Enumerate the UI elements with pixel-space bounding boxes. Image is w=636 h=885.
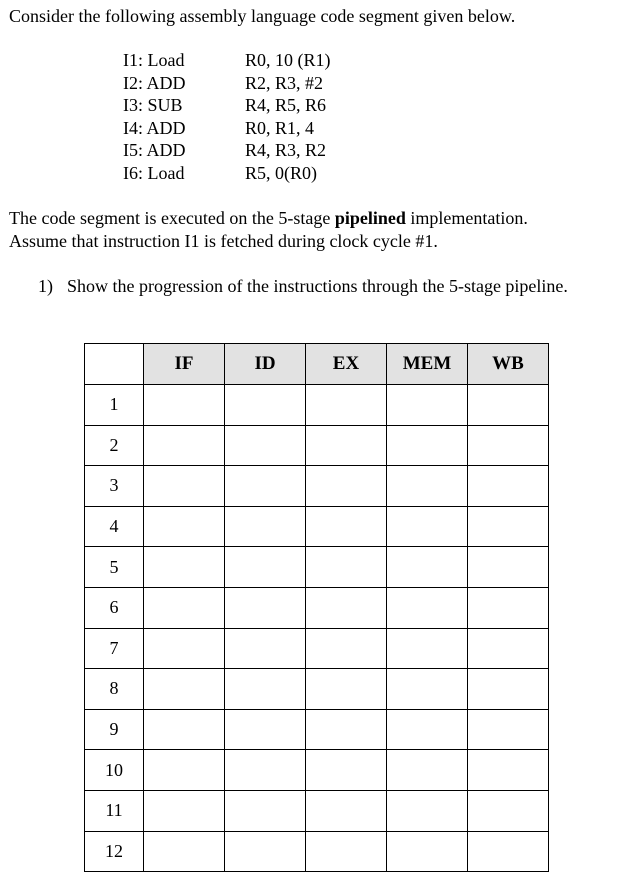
code-instruction <box>123 162 245 185</box>
code-opcode: ADD <box>146 72 186 93</box>
stage-header-mem: MEM <box>387 344 468 385</box>
code-opcode: SUB <box>147 95 183 116</box>
stage-cell-if[interactable] <box>144 385 225 426</box>
stage-cell-wb[interactable] <box>468 506 549 547</box>
stage-cell-mem[interactable] <box>387 466 468 507</box>
code-opcode: ADD <box>146 140 186 161</box>
code-instruction <box>123 139 245 162</box>
stage-cell-ex[interactable] <box>306 669 387 710</box>
stage-cell-if[interactable] <box>144 790 225 831</box>
stage-cell-wb[interactable] <box>468 587 549 628</box>
code-operands: R5, 0(R0) <box>245 162 317 183</box>
cycle-number: 2 <box>85 425 144 466</box>
code-instruction <box>123 72 245 95</box>
stage-cell-id[interactable] <box>225 547 306 588</box>
pipeline-row <box>85 385 549 426</box>
cycle-number: 1 <box>85 385 144 426</box>
stage-cell-mem[interactable] <box>387 587 468 628</box>
code-label: I2: <box>123 72 143 93</box>
pipeline-row <box>85 669 549 710</box>
stage-cell-wb[interactable] <box>468 466 549 507</box>
stage-cell-ex[interactable] <box>306 628 387 669</box>
stage-cell-mem[interactable] <box>387 669 468 710</box>
stage-cell-id[interactable] <box>225 628 306 669</box>
description-line-1 <box>9 207 528 230</box>
pipeline-row <box>85 831 549 872</box>
pipeline-row <box>85 466 549 507</box>
stage-cell-id[interactable] <box>225 506 306 547</box>
code-instruction <box>123 94 245 117</box>
stage-cell-mem[interactable] <box>387 506 468 547</box>
cycle-number: 12 <box>85 831 144 872</box>
stage-cell-mem[interactable] <box>387 628 468 669</box>
stage-cell-ex[interactable] <box>306 425 387 466</box>
code-operands: R4, R3, R2 <box>245 140 327 161</box>
stage-cell-if[interactable] <box>144 425 225 466</box>
stage-cell-if[interactable] <box>144 750 225 791</box>
stage-cell-mem[interactable] <box>387 831 468 872</box>
stage-cell-ex[interactable] <box>306 385 387 426</box>
code-label: I3: <box>123 95 143 116</box>
stage-cell-ex[interactable] <box>306 506 387 547</box>
stage-header-wb: WB <box>468 344 549 385</box>
stage-cell-id[interactable] <box>225 709 306 750</box>
stage-cell-wb[interactable] <box>468 709 549 750</box>
description-text: The code segment is executed on the 5-stage <box>9 208 335 228</box>
cycle-number: 5 <box>85 547 144 588</box>
stage-cell-ex[interactable] <box>306 790 387 831</box>
description-bold-text: pipelined <box>334 208 406 228</box>
pipeline-row <box>85 709 549 750</box>
code-operands: R0, 10 (R1) <box>245 50 331 70</box>
cycle-number: 7 <box>85 628 144 669</box>
stage-cell-mem[interactable] <box>387 790 468 831</box>
stage-cell-ex[interactable] <box>306 547 387 588</box>
pipeline-row <box>85 506 549 547</box>
pipeline-table <box>84 343 549 872</box>
stage-cell-id[interactable] <box>225 831 306 872</box>
stage-cell-id[interactable] <box>225 669 306 710</box>
question-1 <box>38 275 568 298</box>
code-label: I6: <box>123 162 143 183</box>
code-opcode: ADD <box>146 117 186 138</box>
code-instruction <box>123 49 245 72</box>
stage-cell-wb[interactable] <box>468 669 549 710</box>
stage-cell-id[interactable] <box>225 750 306 791</box>
stage-cell-ex[interactable] <box>306 466 387 507</box>
code-opcode: Load <box>147 50 185 70</box>
cycle-number: 6 <box>85 587 144 628</box>
stage-cell-if[interactable] <box>144 466 225 507</box>
code-label: I1: <box>123 50 143 70</box>
stage-cell-if[interactable] <box>144 587 225 628</box>
question-text: Show the progression of the instructions through the 5-stage pipeline. <box>67 276 568 296</box>
description-line-2: Assume that instruction I1 is fetched during clock cycle #1. <box>9 231 438 251</box>
stage-cell-ex[interactable] <box>306 709 387 750</box>
stage-cell-id[interactable] <box>225 790 306 831</box>
pipeline-header-row <box>85 344 549 385</box>
code-listing <box>123 49 331 185</box>
code-operands: R2, R3, #2 <box>245 72 324 93</box>
stage-cell-if[interactable] <box>144 831 225 872</box>
code-instruction <box>123 117 245 140</box>
stage-cell-ex[interactable] <box>306 587 387 628</box>
cycle-number: 4 <box>85 506 144 547</box>
pipeline-row <box>85 750 549 791</box>
stage-cell-if[interactable] <box>144 547 225 588</box>
cycle-number: 3 <box>85 466 144 507</box>
stage-cell-ex[interactable] <box>306 750 387 791</box>
stage-header-if: IF <box>144 344 225 385</box>
code-operands: R0, R1, 4 <box>245 117 315 138</box>
description-text: implementation. <box>405 208 528 228</box>
stage-cell-id[interactable] <box>225 587 306 628</box>
cycle-number: 9 <box>85 709 144 750</box>
corner-cell <box>85 344 144 385</box>
stage-cell-if[interactable] <box>144 506 225 547</box>
pipeline-row <box>85 587 549 628</box>
cycle-number: 10 <box>85 750 144 791</box>
stage-cell-wb[interactable] <box>468 750 549 791</box>
code-label: I5: <box>123 140 143 161</box>
code-operands: R4, R5, R6 <box>245 95 327 116</box>
cycle-number: 11 <box>85 790 144 831</box>
stage-cell-mem[interactable] <box>387 547 468 588</box>
pipeline-row <box>85 547 549 588</box>
code-line <box>123 49 331 72</box>
pipeline-row <box>85 425 549 466</box>
code-line <box>123 117 331 140</box>
stage-cell-if[interactable] <box>144 709 225 750</box>
intro-text: Consider the following assembly language code segment given below. <box>9 6 516 26</box>
stage-cell-id[interactable] <box>225 385 306 426</box>
stage-cell-id[interactable] <box>225 466 306 507</box>
code-line <box>123 94 331 117</box>
code-line <box>123 72 331 95</box>
pipeline-row <box>85 790 549 831</box>
code-line <box>123 162 331 185</box>
stage-cell-mem[interactable] <box>387 385 468 426</box>
code-opcode: Load <box>147 162 185 183</box>
stage-header-id: ID <box>225 344 306 385</box>
stage-cell-wb[interactable] <box>468 425 549 466</box>
question-number: 1) <box>38 276 53 296</box>
stage-cell-mem[interactable] <box>387 750 468 791</box>
stage-cell-if[interactable] <box>144 669 225 710</box>
stage-cell-wb[interactable] <box>468 547 549 588</box>
stage-cell-wb[interactable] <box>468 831 549 872</box>
stage-cell-wb[interactable] <box>468 385 549 426</box>
stage-cell-mem[interactable] <box>387 709 468 750</box>
cycle-number: 8 <box>85 669 144 710</box>
stage-cell-ex[interactable] <box>306 831 387 872</box>
stage-cell-mem[interactable] <box>387 425 468 466</box>
code-line <box>123 139 331 162</box>
stage-cell-wb[interactable] <box>468 628 549 669</box>
code-label: I4: <box>123 117 143 138</box>
stage-header-ex: EX <box>306 344 387 385</box>
pipeline-row <box>85 628 549 669</box>
stage-cell-if[interactable] <box>144 628 225 669</box>
description-paragraph <box>9 207 528 253</box>
stage-cell-id[interactable] <box>225 425 306 466</box>
stage-cell-wb[interactable] <box>468 790 549 831</box>
